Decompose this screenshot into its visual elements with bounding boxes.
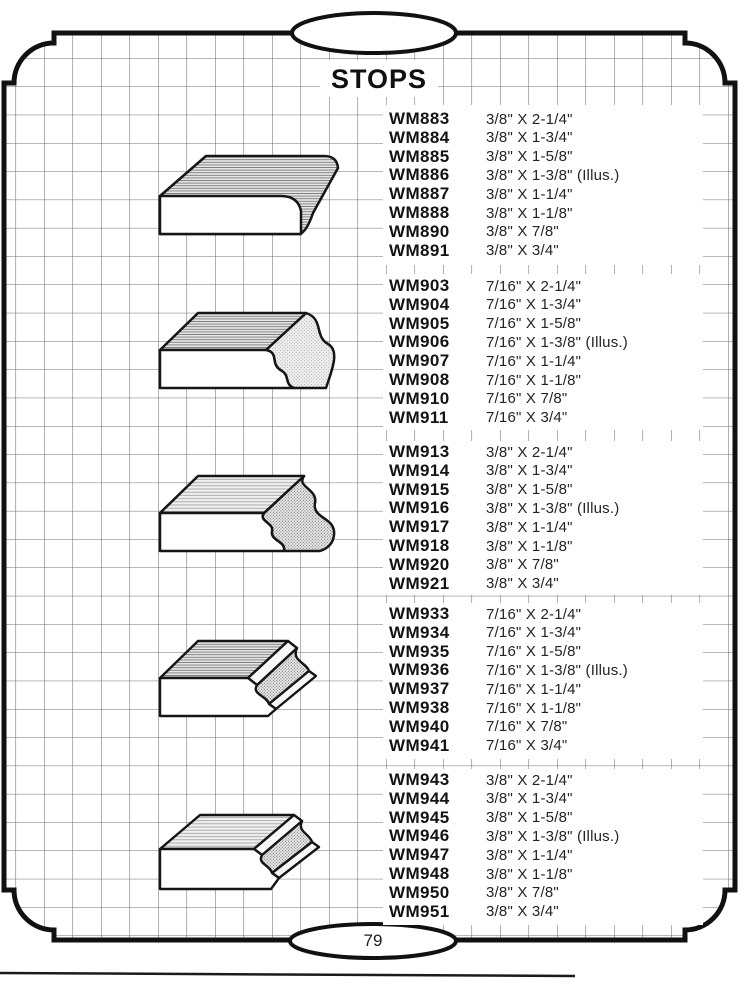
part-size: 7/16" X 2-1/4": [486, 605, 582, 623]
catalog-row: [389, 166, 721, 185]
part-code: WM934: [389, 622, 450, 642]
catalog-row: [389, 499, 721, 518]
part-size: 7/16" X 1-3/4": [486, 624, 582, 642]
catalog-row: [389, 846, 721, 865]
part-code: WM915: [389, 479, 450, 499]
part-code: WM883: [389, 109, 450, 128]
part-code: WM936: [389, 660, 450, 680]
catalog-row: [389, 241, 721, 260]
catalog-row: [389, 771, 721, 790]
catalog-row: [389, 222, 721, 241]
part-size: 7/16" X 1-1/4": [486, 352, 582, 370]
part-code: WM910: [389, 388, 450, 408]
part-code: WM940: [389, 716, 450, 736]
catalog-row: [389, 295, 721, 314]
part-code: WM890: [389, 221, 450, 241]
part-size: 7/16" X 2-1/4": [486, 277, 582, 295]
part-code: WM891: [389, 240, 450, 260]
part-code: WM885: [389, 146, 450, 166]
part-size: 7/16" X 1-3/8" (Illus.): [486, 333, 628, 351]
part-size: 3/8" X 1-3/4": [486, 790, 573, 808]
catalog-row: [389, 389, 721, 408]
part-size: 7/16" X 1-5/8": [486, 643, 582, 661]
catalog-row: [389, 680, 721, 699]
part-size: 7/16" X 7/8": [486, 390, 568, 408]
part-size: 3/8" X 1-5/8": [486, 481, 573, 499]
illustration-reverse-ogee-stop: [160, 476, 334, 551]
part-code: WM916: [389, 498, 450, 518]
catalog-row: [389, 902, 721, 921]
part-code: WM914: [389, 460, 450, 480]
part-code: WM950: [389, 882, 450, 902]
catalog-row: [389, 865, 721, 884]
part-code: WM947: [389, 845, 450, 865]
catalog-row: [389, 789, 721, 808]
part-code: WM884: [389, 127, 450, 147]
part-code: WM903: [389, 276, 450, 295]
part-code: WM917: [389, 517, 450, 537]
part-code: WM904: [389, 294, 450, 314]
part-size: 7/16" X 7/8": [486, 718, 568, 736]
part-code: WM911: [389, 407, 449, 427]
part-code: WM946: [389, 826, 450, 846]
catalog-row: [389, 333, 721, 352]
part-code: WM888: [389, 203, 450, 222]
catalog-row: [389, 277, 721, 296]
catalog-row: [389, 883, 721, 902]
part-size: 7/16" X 1-1/4": [486, 680, 582, 698]
catalog-row: [389, 623, 721, 642]
part-size: 3/8" X 1-3/4": [486, 462, 573, 480]
catalog-row: [389, 443, 721, 462]
part-code: WM935: [389, 641, 450, 661]
part-code: WM906: [389, 332, 450, 352]
part-size: 3/8" X 7/8": [486, 556, 559, 574]
catalog-row: [389, 537, 721, 556]
part-size: 7/16" X 3/4": [486, 409, 568, 427]
part-size: 3/8" X 2-1/4": [486, 771, 573, 789]
part-size: 3/8" X 1-1/4": [486, 518, 573, 536]
catalog-row: [389, 204, 721, 223]
part-size: 3/8" X 2-1/4": [486, 110, 573, 128]
catalog-row: [389, 147, 721, 166]
part-code: WM948: [389, 864, 450, 883]
part-size: 7/16" X 1-3/8" (Illus.): [486, 661, 628, 679]
part-code: WM951: [389, 901, 450, 921]
part-code: WM908: [389, 370, 450, 389]
part-size: 3/8" X 1-3/8" (Illus.): [486, 827, 620, 845]
part-code: WM941: [389, 735, 450, 755]
part-size: 3/8" X 1-1/8": [486, 865, 573, 883]
catalog-row: [389, 480, 721, 499]
part-size: 3/8" X 3/4": [486, 575, 559, 593]
part-size: 3/8" X 1-3/8" (Illus.): [486, 166, 620, 184]
catalog-row: [389, 461, 721, 480]
part-code: WM944: [389, 788, 450, 808]
catalog-row: [389, 808, 721, 827]
part-size: 3/8" X 1-3/8" (Illus.): [486, 499, 620, 517]
part-size: 3/8" X 2-1/4": [486, 443, 573, 461]
part-code: WM913: [389, 442, 450, 461]
part-code: WM920: [389, 554, 450, 574]
top-ellipse-badge: [292, 13, 456, 53]
catalog-row: [389, 736, 721, 755]
catalog-row: [389, 110, 721, 129]
illustration-ogee-stop: [160, 313, 334, 388]
catalog-row: [389, 699, 721, 718]
part-size: 3/8" X 7/8": [486, 223, 559, 241]
scan-edge-line: [0, 973, 575, 976]
part-code: WM945: [389, 807, 450, 827]
catalog-row: [389, 371, 721, 390]
catalog-row: [389, 717, 721, 736]
catalog-row: [389, 827, 721, 846]
part-size: 3/8" X 3/4": [486, 242, 559, 260]
catalog-row: [389, 408, 721, 427]
catalog-row: [389, 574, 721, 593]
part-code: WM921: [389, 573, 450, 593]
catalog-row: [389, 128, 721, 147]
catalog-row: [389, 661, 721, 680]
catalog-row: [389, 314, 721, 333]
catalog-row: [389, 518, 721, 537]
part-size: 3/8" X 1-3/4": [486, 129, 573, 147]
part-size: 7/16" X 1-1/8": [486, 371, 582, 389]
part-size: 3/8" X 7/8": [486, 884, 559, 902]
catalog-row: [389, 185, 721, 204]
catalog-row: [389, 352, 721, 371]
part-size: 3/8" X 3/4": [486, 903, 559, 921]
part-code: WM937: [389, 679, 450, 699]
part-size: 3/8" X 1-5/8": [486, 148, 573, 166]
part-size: 7/16" X 1-1/8": [486, 699, 582, 717]
part-code: WM887: [389, 184, 450, 204]
catalog-row: [389, 555, 721, 574]
part-code: WM933: [389, 604, 450, 623]
part-code: WM943: [389, 770, 450, 789]
page-number: 79: [363, 931, 383, 950]
part-size: 3/8" X 1-1/8": [486, 537, 573, 555]
part-size: 3/8" X 1-5/8": [486, 809, 573, 827]
part-code: WM905: [389, 313, 450, 333]
part-code: WM938: [389, 698, 450, 717]
part-code: WM907: [389, 351, 450, 371]
part-size: 3/8" X 1-1/8": [486, 204, 573, 222]
part-size: 3/8" X 1-1/4": [486, 846, 573, 864]
part-size: 3/8" X 1-1/4": [486, 185, 573, 203]
part-code: WM886: [389, 165, 450, 185]
part-code: WM918: [389, 536, 450, 555]
catalog-row: [389, 605, 721, 624]
part-size: 7/16" X 1-5/8": [486, 315, 582, 333]
catalog-row: [389, 642, 721, 661]
part-size: 7/16" X 3/4": [486, 737, 568, 755]
part-size: 7/16" X 1-3/4": [486, 296, 582, 314]
page-title: STOPS: [330, 64, 428, 94]
